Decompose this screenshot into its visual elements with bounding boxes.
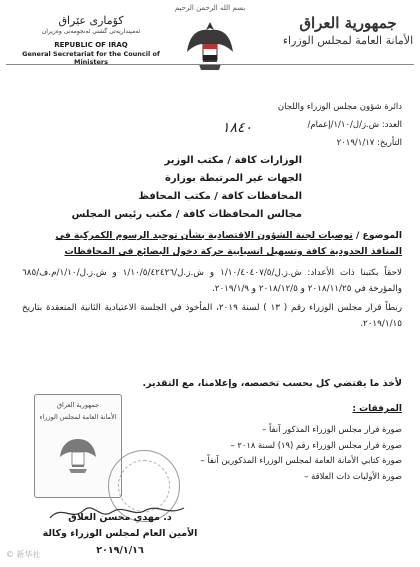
attachment-item: صورة الأوليات ذات العلاقة – [152,469,402,485]
stamp-line: الأمانة العامة لمجلس الوزراء [39,413,117,421]
subject-label: الموضوع / [356,230,402,241]
document-date: التأريخ: ٢٠١٩/١/١٧ [336,138,402,148]
eagle-emblem-icon [185,18,235,74]
handwritten-number: ١٨٤٠ [222,120,253,136]
subject-text: توصيات لجنة الشؤون الاقتصادية بشأن توحيد الرسوم الكمركية في المنافذ الحدودية كافة وتسهيل انسيابية حركة دخول البضائع في المحافظات [55,230,402,257]
signatory-title: الأمين العام لمجلس الوزراء وكالة [42,528,198,539]
body-paragraph: ربطاً قرار مجلس الوزراء رقم ( ١٣ ) لسنة ٢٠١٩، المأخوذ في الجلسة الاعتيادية الثانية المنعقدة بتاريخ ٢٠١٩/١/١٥. [22,303,402,329]
header-divider [6,64,414,65]
watermark: © 新华社 [6,550,41,559]
attachment-item: صورة قرار مجلس الوزراء المذكور آنفاً – [152,422,402,438]
closing-line: لأخذ ما يقتضي كل بحسب تخصصه، وإعلامنا، مع التقدير. [142,378,402,389]
attachment-item: صورة كتابي الأمانة العامة لمجلس الوزراء المذكورين آنفاً – [152,453,402,469]
arabic-title: جمهورية العراق [299,14,397,32]
english-subtitle: General Secretariat for the Council of Ministers [22,50,160,66]
stamp-emblem-icon [57,435,99,477]
reference-number: العدد: ش.ز/ل/١/١٠/إعمام/ [307,120,402,130]
signature-date: ٢٠١٩/١/١٦ [96,545,144,556]
attachment-item: صورة قرار مجلس الوزراء رقم (١٩) لسنة ٢٠١٨ – [152,438,402,454]
addressee-line: المحافظات كافة / مكتب المحافظ [138,191,302,202]
addressee-line: الجهات غير المرتبطة بوزارة [165,173,302,184]
subject-line [22,228,402,260]
kurdish-title: كۆمارى عێراق [58,14,124,27]
letter-body [22,266,402,332]
addressee-line: الوزارات كافة / مكتب الوزير [164,155,302,166]
kurdish-subtitle: ئەمینداریەتى گشتى ئەنجومەنى وەزیران [41,28,141,35]
department-line: دائرة شؤون مجلس الوزراء واللجان [277,102,402,112]
attachments-title: المرفقات : [352,404,402,414]
body-paragraph: لاحقاً بكتبنا ذات الأعداد: ش.ز.ل/١/١٠/٤٠٤٠٧/٥ و ش.ز.ل/١/١٠/٥/٤٢٤٢٦ و ش.ز.ل/١/١٠/م.ف/٦٨٥ والمؤرخة في ٢٠١٨/١١/٢٥ و ٢٠١٨/١٢/٥ و ٢٠١٩/١/٩. [22,268,402,294]
stamp-line: جمهورية العراق [57,401,99,409]
header-left-block [6,14,176,66]
addressee-line: مجالس المحافظات كافة / مكتب رئيس المجلس [71,209,302,220]
signatory-name: د. مهدي محسن العلاق [68,512,172,523]
header-right-block [280,14,416,47]
arabic-subtitle: الأمانة العامة لمجلس الوزراء [282,34,414,47]
attachments-list [152,422,402,484]
basmala: بسم الله الرحمن الرحيم [174,4,246,12]
english-title: REPUBLIC OF IRAQ [54,41,128,49]
